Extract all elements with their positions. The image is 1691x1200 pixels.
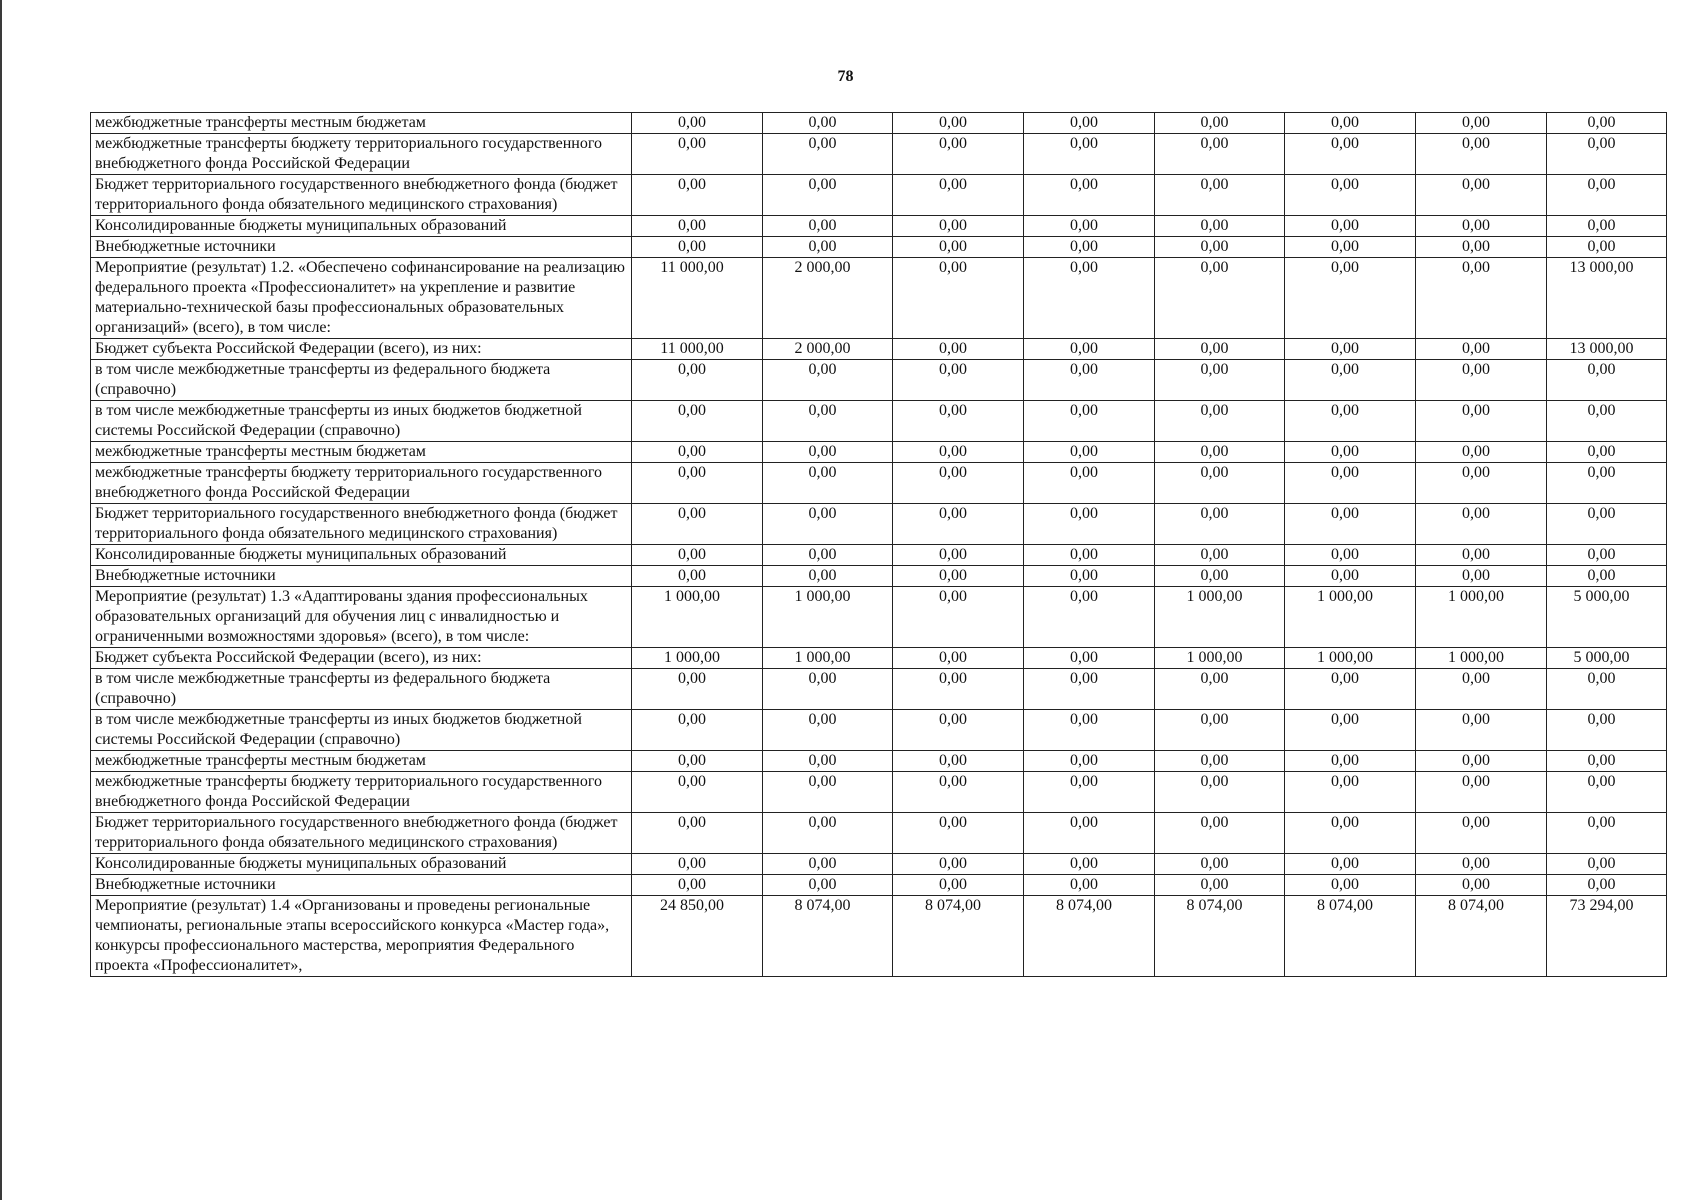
year-value-cell: 1 000,00 bbox=[1285, 648, 1416, 669]
year-value-cell: 0,00 bbox=[1155, 813, 1285, 854]
year-value-cell: 0,00 bbox=[1416, 566, 1547, 587]
year-value-cell: 1 000,00 bbox=[1416, 648, 1547, 669]
year-value-cell: 0,00 bbox=[1024, 442, 1155, 463]
year-value-cell: 0,00 bbox=[1155, 669, 1285, 710]
year-value-cell: 0,00 bbox=[1285, 545, 1416, 566]
page-number: 78 bbox=[837, 68, 854, 85]
year-value-cell: 0,00 bbox=[763, 710, 893, 751]
year-value-cell: 0,00 bbox=[1416, 175, 1547, 216]
year-value-cell: 0,00 bbox=[1416, 216, 1547, 237]
year-value-cell: 0,00 bbox=[1285, 134, 1416, 175]
row-total-cell: 0,00 bbox=[1547, 751, 1667, 772]
year-value-cell: 0,00 bbox=[1024, 504, 1155, 545]
year-value-cell: 0,00 bbox=[1024, 813, 1155, 854]
year-value-cell: 0,00 bbox=[1285, 360, 1416, 401]
year-value-cell: 0,00 bbox=[632, 401, 763, 442]
row-label: Консолидированные бюджеты муниципальных образований bbox=[91, 854, 632, 875]
year-value-cell: 0,00 bbox=[763, 875, 893, 896]
year-value-cell: 0,00 bbox=[893, 339, 1024, 360]
row-total-cell: 0,00 bbox=[1547, 216, 1667, 237]
year-value-cell: 0,00 bbox=[1155, 854, 1285, 875]
year-value-cell: 0,00 bbox=[632, 545, 763, 566]
year-value-cell: 0,00 bbox=[632, 566, 763, 587]
year-value-cell: 0,00 bbox=[1416, 504, 1547, 545]
year-value-cell: 0,00 bbox=[1416, 134, 1547, 175]
table-row bbox=[91, 896, 1667, 977]
year-value-cell: 0,00 bbox=[893, 463, 1024, 504]
year-value-cell: 0,00 bbox=[763, 463, 893, 504]
table-row bbox=[91, 587, 1667, 648]
table-row bbox=[91, 710, 1667, 751]
year-value-cell: 0,00 bbox=[1285, 339, 1416, 360]
year-value-cell: 0,00 bbox=[1155, 463, 1285, 504]
year-value-cell: 0,00 bbox=[763, 237, 893, 258]
budget-table bbox=[90, 112, 1667, 977]
row-label: Бюджет территориального государственного внебюджетного фонда (бюджет территориального фонда обязательного медицинского страхования) bbox=[91, 175, 632, 216]
year-value-cell: 0,00 bbox=[1285, 442, 1416, 463]
year-value-cell: 0,00 bbox=[1155, 504, 1285, 545]
year-value-cell: 0,00 bbox=[1416, 751, 1547, 772]
year-value-cell: 0,00 bbox=[1285, 175, 1416, 216]
table-row bbox=[91, 113, 1667, 134]
year-value-cell: 0,00 bbox=[1285, 710, 1416, 751]
year-value-cell: 0,00 bbox=[1416, 772, 1547, 813]
row-label: Внебюджетные источники bbox=[91, 566, 632, 587]
year-value-cell: 0,00 bbox=[893, 813, 1024, 854]
year-value-cell: 0,00 bbox=[1416, 360, 1547, 401]
row-total-cell: 13 000,00 bbox=[1547, 339, 1667, 360]
year-value-cell: 0,00 bbox=[1285, 813, 1416, 854]
year-value-cell: 0,00 bbox=[632, 134, 763, 175]
table-row bbox=[91, 442, 1667, 463]
row-total-cell: 0,00 bbox=[1547, 710, 1667, 751]
row-total-cell: 0,00 bbox=[1547, 545, 1667, 566]
year-value-cell: 0,00 bbox=[893, 751, 1024, 772]
year-value-cell: 8 074,00 bbox=[1155, 896, 1285, 977]
year-value-cell: 0,00 bbox=[893, 587, 1024, 648]
year-value-cell: 0,00 bbox=[1155, 772, 1285, 813]
row-label: Бюджет субъекта Российской Федерации (всего), из них: bbox=[91, 339, 632, 360]
row-label: Бюджет территориального государственного внебюджетного фонда (бюджет территориального фонда обязательного медицинского страхования) bbox=[91, 504, 632, 545]
table-row bbox=[91, 175, 1667, 216]
year-value-cell: 11 000,00 bbox=[632, 258, 763, 339]
year-value-cell: 1 000,00 bbox=[1416, 587, 1547, 648]
row-total-cell: 0,00 bbox=[1547, 401, 1667, 442]
year-value-cell: 0,00 bbox=[1024, 875, 1155, 896]
year-value-cell: 0,00 bbox=[1285, 113, 1416, 134]
row-total-cell: 0,00 bbox=[1547, 772, 1667, 813]
year-value-cell: 0,00 bbox=[763, 813, 893, 854]
year-value-cell: 0,00 bbox=[1416, 710, 1547, 751]
year-value-cell: 0,00 bbox=[1416, 875, 1547, 896]
year-value-cell: 0,00 bbox=[1285, 875, 1416, 896]
year-value-cell: 0,00 bbox=[1024, 216, 1155, 237]
year-value-cell: 0,00 bbox=[1285, 216, 1416, 237]
row-label: межбюджетные трансферты бюджету территориального государственного внебюджетного фонда Российской Федерации bbox=[91, 463, 632, 504]
table-row bbox=[91, 216, 1667, 237]
year-value-cell: 0,00 bbox=[1024, 710, 1155, 751]
year-value-cell: 0,00 bbox=[1024, 669, 1155, 710]
year-value-cell: 0,00 bbox=[1155, 216, 1285, 237]
year-value-cell: 0,00 bbox=[763, 772, 893, 813]
year-value-cell: 0,00 bbox=[1024, 401, 1155, 442]
row-label: в том числе межбюджетные трансферты из иных бюджетов бюджетной системы Российской Федерации (справочно) bbox=[91, 710, 632, 751]
year-value-cell: 0,00 bbox=[1155, 566, 1285, 587]
table-body bbox=[91, 113, 1667, 977]
row-total-cell: 0,00 bbox=[1547, 113, 1667, 134]
year-value-cell: 8 074,00 bbox=[1416, 896, 1547, 977]
year-value-cell: 0,00 bbox=[763, 360, 893, 401]
table-row bbox=[91, 339, 1667, 360]
row-label: Внебюджетные источники bbox=[91, 237, 632, 258]
year-value-cell: 0,00 bbox=[632, 237, 763, 258]
year-value-cell: 0,00 bbox=[763, 442, 893, 463]
row-total-cell: 0,00 bbox=[1547, 175, 1667, 216]
year-value-cell: 0,00 bbox=[1416, 854, 1547, 875]
table-row bbox=[91, 648, 1667, 669]
year-value-cell: 0,00 bbox=[893, 216, 1024, 237]
year-value-cell: 0,00 bbox=[1285, 854, 1416, 875]
year-value-cell: 0,00 bbox=[632, 360, 763, 401]
year-value-cell: 0,00 bbox=[893, 113, 1024, 134]
year-value-cell: 0,00 bbox=[1285, 401, 1416, 442]
year-value-cell: 0,00 bbox=[763, 504, 893, 545]
year-value-cell: 0,00 bbox=[893, 566, 1024, 587]
row-label: Консолидированные бюджеты муниципальных образований bbox=[91, 545, 632, 566]
year-value-cell: 0,00 bbox=[893, 710, 1024, 751]
year-value-cell: 0,00 bbox=[1155, 360, 1285, 401]
row-total-cell: 0,00 bbox=[1547, 360, 1667, 401]
table-row bbox=[91, 854, 1667, 875]
year-value-cell: 0,00 bbox=[763, 175, 893, 216]
row-label: межбюджетные трансферты местным бюджетам bbox=[91, 442, 632, 463]
year-value-cell: 0,00 bbox=[632, 854, 763, 875]
year-value-cell: 0,00 bbox=[893, 401, 1024, 442]
year-value-cell: 0,00 bbox=[1024, 566, 1155, 587]
year-value-cell: 0,00 bbox=[893, 875, 1024, 896]
year-value-cell: 0,00 bbox=[1155, 134, 1285, 175]
row-total-cell: 0,00 bbox=[1547, 854, 1667, 875]
year-value-cell: 0,00 bbox=[1416, 669, 1547, 710]
year-value-cell: 0,00 bbox=[1416, 113, 1547, 134]
row-label: Бюджет субъекта Российской Федерации (всего), из них: bbox=[91, 648, 632, 669]
row-label: межбюджетные трансферты местным бюджетам bbox=[91, 751, 632, 772]
year-value-cell: 24 850,00 bbox=[632, 896, 763, 977]
year-value-cell: 1 000,00 bbox=[1155, 587, 1285, 648]
year-value-cell: 0,00 bbox=[1416, 442, 1547, 463]
year-value-cell: 0,00 bbox=[893, 772, 1024, 813]
row-label: Внебюджетные источники bbox=[91, 875, 632, 896]
year-value-cell: 0,00 bbox=[893, 360, 1024, 401]
table-row bbox=[91, 669, 1667, 710]
year-value-cell: 0,00 bbox=[893, 237, 1024, 258]
year-value-cell: 0,00 bbox=[1416, 813, 1547, 854]
year-value-cell: 0,00 bbox=[1024, 175, 1155, 216]
year-value-cell: 0,00 bbox=[763, 751, 893, 772]
year-value-cell: 1 000,00 bbox=[632, 587, 763, 648]
row-label: Консолидированные бюджеты муниципальных образований bbox=[91, 216, 632, 237]
row-total-cell: 0,00 bbox=[1547, 134, 1667, 175]
row-total-cell: 0,00 bbox=[1547, 237, 1667, 258]
year-value-cell: 0,00 bbox=[1416, 237, 1547, 258]
year-value-cell: 0,00 bbox=[632, 772, 763, 813]
year-value-cell: 0,00 bbox=[1416, 258, 1547, 339]
year-value-cell: 0,00 bbox=[1285, 258, 1416, 339]
year-value-cell: 0,00 bbox=[632, 113, 763, 134]
year-value-cell: 0,00 bbox=[893, 134, 1024, 175]
year-value-cell: 8 074,00 bbox=[893, 896, 1024, 977]
year-value-cell: 0,00 bbox=[632, 710, 763, 751]
year-value-cell: 0,00 bbox=[1155, 401, 1285, 442]
year-value-cell: 0,00 bbox=[1155, 258, 1285, 339]
year-value-cell: 0,00 bbox=[1155, 175, 1285, 216]
year-value-cell: 0,00 bbox=[1155, 113, 1285, 134]
row-label: межбюджетные трансферты бюджету территориального государственного внебюджетного фонда Российской Федерации bbox=[91, 134, 632, 175]
table-row bbox=[91, 463, 1667, 504]
year-value-cell: 0,00 bbox=[893, 545, 1024, 566]
row-total-cell: 0,00 bbox=[1547, 442, 1667, 463]
year-value-cell: 0,00 bbox=[893, 175, 1024, 216]
year-value-cell: 0,00 bbox=[1416, 463, 1547, 504]
year-value-cell: 0,00 bbox=[1416, 339, 1547, 360]
row-total-cell: 73 294,00 bbox=[1547, 896, 1667, 977]
year-value-cell: 0,00 bbox=[632, 875, 763, 896]
row-total-cell: 0,00 bbox=[1547, 669, 1667, 710]
row-label: Бюджет территориального государственного внебюджетного фонда (бюджет территориального фонда обязательного медицинского страхования) bbox=[91, 813, 632, 854]
year-value-cell: 1 000,00 bbox=[1155, 648, 1285, 669]
year-value-cell: 0,00 bbox=[1024, 237, 1155, 258]
year-value-cell: 0,00 bbox=[763, 566, 893, 587]
year-value-cell: 1 000,00 bbox=[632, 648, 763, 669]
row-total-cell: 0,00 bbox=[1547, 463, 1667, 504]
row-label: межбюджетные трансферты местным бюджетам bbox=[91, 113, 632, 134]
year-value-cell: 0,00 bbox=[1024, 134, 1155, 175]
row-label: Мероприятие (результат) 1.2. «Обеспечено софинансирование на реализацию федерального проекта «Профессионалитет» на укрепление и развитие материально-технической базы профессиональных образовательных организаций» (всего), в том числе: bbox=[91, 258, 632, 339]
scan-border bbox=[0, 0, 2, 1200]
year-value-cell: 0,00 bbox=[1024, 587, 1155, 648]
year-value-cell: 0,00 bbox=[1024, 113, 1155, 134]
year-value-cell: 0,00 bbox=[1285, 463, 1416, 504]
year-value-cell: 0,00 bbox=[763, 401, 893, 442]
row-label: в том числе межбюджетные трансферты из федерального бюджета (справочно) bbox=[91, 360, 632, 401]
year-value-cell: 1 000,00 bbox=[763, 648, 893, 669]
year-value-cell: 0,00 bbox=[893, 504, 1024, 545]
year-value-cell: 0,00 bbox=[1285, 772, 1416, 813]
year-value-cell: 0,00 bbox=[1155, 237, 1285, 258]
year-value-cell: 0,00 bbox=[1285, 237, 1416, 258]
year-value-cell: 0,00 bbox=[763, 854, 893, 875]
table-row bbox=[91, 134, 1667, 175]
row-total-cell: 13 000,00 bbox=[1547, 258, 1667, 339]
year-value-cell: 2 000,00 bbox=[763, 258, 893, 339]
year-value-cell: 0,00 bbox=[1155, 545, 1285, 566]
table-row bbox=[91, 772, 1667, 813]
year-value-cell: 0,00 bbox=[632, 504, 763, 545]
year-value-cell: 0,00 bbox=[893, 669, 1024, 710]
year-value-cell: 0,00 bbox=[632, 463, 763, 504]
table-row bbox=[91, 360, 1667, 401]
year-value-cell: 0,00 bbox=[1024, 258, 1155, 339]
table-row bbox=[91, 545, 1667, 566]
table-row bbox=[91, 751, 1667, 772]
row-label: Мероприятие (результат) 1.4 «Организованы и проведены региональные чемпионаты, региональные этапы всероссийского конкурса «Мастер года», конкурсы профессионального мастерства, мероприятия Федерального проекта «Профессионалитет», bbox=[91, 896, 632, 977]
year-value-cell: 0,00 bbox=[632, 813, 763, 854]
year-value-cell: 0,00 bbox=[893, 442, 1024, 463]
year-value-cell: 0,00 bbox=[1024, 463, 1155, 504]
year-value-cell: 0,00 bbox=[893, 648, 1024, 669]
year-value-cell: 8 074,00 bbox=[1024, 896, 1155, 977]
table-row bbox=[91, 258, 1667, 339]
year-value-cell: 1 000,00 bbox=[1285, 587, 1416, 648]
row-total-cell: 5 000,00 bbox=[1547, 587, 1667, 648]
table-row bbox=[91, 237, 1667, 258]
row-total-cell: 0,00 bbox=[1547, 566, 1667, 587]
year-value-cell: 0,00 bbox=[763, 669, 893, 710]
year-value-cell: 0,00 bbox=[1155, 875, 1285, 896]
year-value-cell: 0,00 bbox=[1416, 545, 1547, 566]
year-value-cell: 0,00 bbox=[1024, 648, 1155, 669]
year-value-cell: 0,00 bbox=[1024, 360, 1155, 401]
year-value-cell: 0,00 bbox=[632, 669, 763, 710]
year-value-cell: 0,00 bbox=[632, 442, 763, 463]
year-value-cell: 8 074,00 bbox=[763, 896, 893, 977]
row-label: Мероприятие (результат) 1.3 «Адаптированы здания профессиональных образовательных организаций для обучения лиц с инвалидностью и ограниченными возможностями здоровья» (всего), в том числе: bbox=[91, 587, 632, 648]
year-value-cell: 0,00 bbox=[1416, 401, 1547, 442]
year-value-cell: 0,00 bbox=[763, 113, 893, 134]
year-value-cell: 8 074,00 bbox=[1285, 896, 1416, 977]
year-value-cell: 0,00 bbox=[1155, 751, 1285, 772]
year-value-cell: 2 000,00 bbox=[763, 339, 893, 360]
year-value-cell: 0,00 bbox=[1285, 566, 1416, 587]
year-value-cell: 0,00 bbox=[632, 751, 763, 772]
year-value-cell: 0,00 bbox=[1024, 751, 1155, 772]
year-value-cell: 11 000,00 bbox=[632, 339, 763, 360]
year-value-cell: 0,00 bbox=[1024, 339, 1155, 360]
row-total-cell: 0,00 bbox=[1547, 504, 1667, 545]
table-row bbox=[91, 813, 1667, 854]
year-value-cell: 0,00 bbox=[763, 134, 893, 175]
table-row bbox=[91, 504, 1667, 545]
row-label: в том числе межбюджетные трансферты из иных бюджетов бюджетной системы Российской Федерации (справочно) bbox=[91, 401, 632, 442]
year-value-cell: 0,00 bbox=[763, 216, 893, 237]
year-value-cell: 0,00 bbox=[893, 258, 1024, 339]
year-value-cell: 0,00 bbox=[632, 175, 763, 216]
year-value-cell: 0,00 bbox=[893, 854, 1024, 875]
row-total-cell: 0,00 bbox=[1547, 813, 1667, 854]
table-row bbox=[91, 401, 1667, 442]
table-row bbox=[91, 566, 1667, 587]
row-label: межбюджетные трансферты бюджету территориального государственного внебюджетного фонда Российской Федерации bbox=[91, 772, 632, 813]
year-value-cell: 0,00 bbox=[1155, 339, 1285, 360]
row-label: в том числе межбюджетные трансферты из федерального бюджета (справочно) bbox=[91, 669, 632, 710]
year-value-cell: 0,00 bbox=[1024, 772, 1155, 813]
row-total-cell: 0,00 bbox=[1547, 875, 1667, 896]
year-value-cell: 0,00 bbox=[632, 216, 763, 237]
year-value-cell: 0,00 bbox=[1285, 669, 1416, 710]
year-value-cell: 0,00 bbox=[1285, 504, 1416, 545]
year-value-cell: 0,00 bbox=[1155, 710, 1285, 751]
year-value-cell: 0,00 bbox=[763, 545, 893, 566]
year-value-cell: 0,00 bbox=[1024, 854, 1155, 875]
year-value-cell: 1 000,00 bbox=[763, 587, 893, 648]
year-value-cell: 0,00 bbox=[1024, 545, 1155, 566]
table-row bbox=[91, 875, 1667, 896]
year-value-cell: 0,00 bbox=[1155, 442, 1285, 463]
row-total-cell: 5 000,00 bbox=[1547, 648, 1667, 669]
year-value-cell: 0,00 bbox=[1285, 751, 1416, 772]
